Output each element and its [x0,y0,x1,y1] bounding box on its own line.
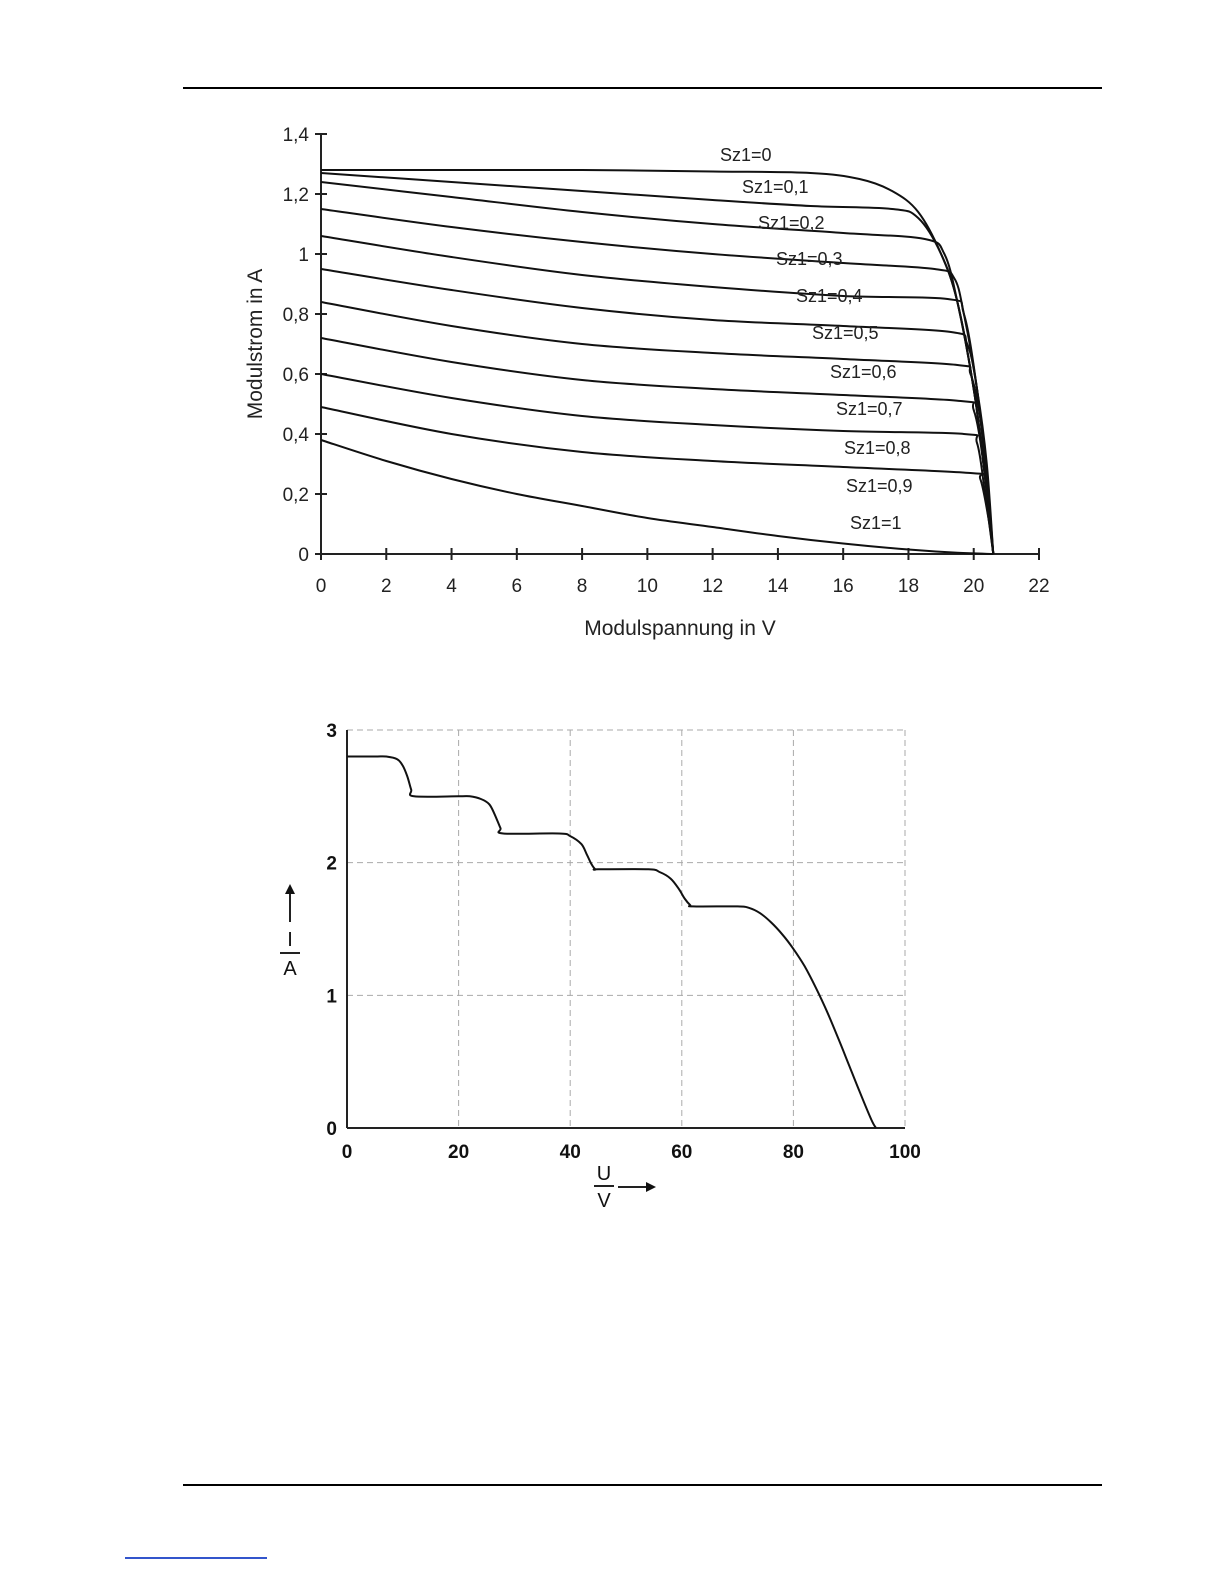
x-tick-label: 20 [448,1142,470,1163]
y-unit-numerator: I [287,929,293,951]
x-tick-label: 0 [341,1142,353,1163]
series-label: Sz1=0,8 [844,438,911,458]
x-tick-label: 20 [963,576,985,597]
y-unit-denominator: A [283,958,297,980]
x-tick-label: 80 [782,1142,804,1163]
y-tick-label: 0 [298,545,309,566]
y-tick-label: 1,4 [282,125,309,146]
series-label: Sz1=0,3 [776,249,843,269]
x-unit-arrowhead-icon [646,1182,656,1192]
y-tick-label: 0 [326,1119,337,1140]
y-tick-label: 1 [326,986,337,1008]
x-tick-label: 100 [889,1142,921,1163]
x-tick-label: 12 [702,576,724,597]
x-tick-label: 22 [1028,576,1050,597]
x-tick-label: 60 [671,1142,693,1163]
series-label: Sz1=0,9 [846,476,913,496]
x-unit-denominator: V [597,1190,611,1212]
series-label: Sz1=0,5 [812,323,879,343]
y-tick-label: 3 [326,721,337,742]
x-tick-label: 2 [380,576,392,597]
series-label: Sz1=0,4 [796,286,863,306]
y-tick-label: 0,2 [282,485,309,506]
x-tick-label: 18 [897,576,920,597]
y-tick-label: 1 [298,245,309,266]
footnote-separator [125,1557,267,1559]
series-label: Sz1=0,6 [830,362,897,382]
x-tick-label: 8 [576,576,588,597]
series-curve [347,756,876,1128]
y-axis-label: Modulstrom in A [244,268,267,420]
y-tick-label: 0,4 [282,425,309,446]
y-tick-label: 2 [326,853,337,875]
series-label: Sz1=0,7 [836,399,903,419]
series-label: Sz1=0,1 [742,177,809,197]
x-tick-label: 4 [446,576,457,597]
x-tick-label: 16 [832,576,854,597]
x-tick-label: 14 [767,576,789,597]
x-tick-label: 10 [636,576,658,597]
y-tick-label: 0,8 [282,305,309,326]
x-axis-label: Modulspannung in V [584,617,776,640]
x-tick-label: 40 [559,1142,581,1163]
x-unit-numerator: U [596,1163,612,1185]
footer-rule [183,1484,1102,1486]
series-label: Sz1=0 [720,145,772,165]
series-label: Sz1=0,2 [758,213,825,233]
x-tick-label: 6 [511,576,523,597]
x-tick-label: 0 [315,576,327,597]
y-tick-label: 1,2 [282,185,309,206]
series-label: Sz1=1 [850,513,902,533]
y-tick-label: 0,6 [282,365,309,386]
y-unit-arrowhead-icon [285,884,295,894]
